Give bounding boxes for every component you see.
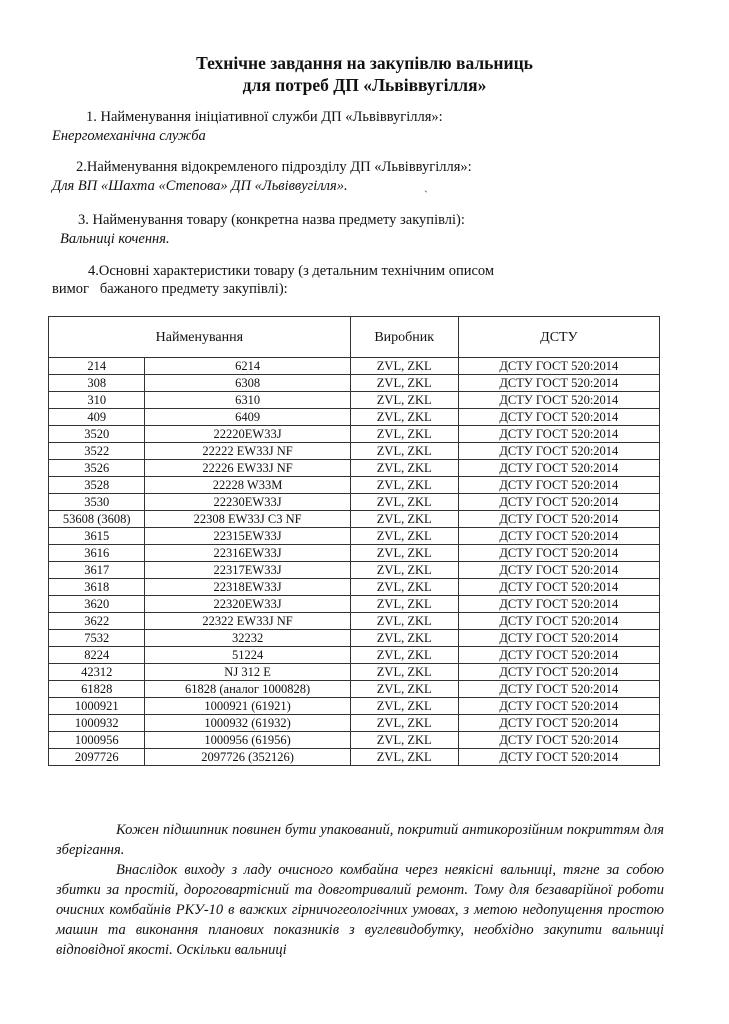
table-row bbox=[49, 358, 660, 375]
cell-old-designation: 3615 bbox=[49, 528, 145, 545]
cell-manufacturer: ZVL, ZKL bbox=[350, 630, 458, 647]
cell-standard: ДСТУ ГОСТ 520:2014 bbox=[458, 443, 659, 460]
cell-old-designation: 3616 bbox=[49, 545, 145, 562]
cell-old-designation: 3618 bbox=[49, 579, 145, 596]
cell-manufacturer: ZVL, ZKL bbox=[350, 426, 458, 443]
cell-standard: ДСТУ ГОСТ 520:2014 bbox=[458, 494, 659, 511]
cell-old-designation: 1000921 bbox=[49, 698, 145, 715]
cell-designation: 22228 W33M bbox=[145, 477, 350, 494]
cell-manufacturer: ZVL, ZKL bbox=[350, 562, 458, 579]
cell-designation: 1000932 (61932) bbox=[145, 715, 350, 732]
cell-manufacturer: ZVL, ZKL bbox=[350, 613, 458, 630]
cell-designation: 22318EW33J bbox=[145, 579, 350, 596]
table-row bbox=[49, 375, 660, 392]
cell-designation: 6308 bbox=[145, 375, 350, 392]
bearings-table bbox=[48, 316, 660, 766]
cell-designation: 22316EW33J bbox=[145, 545, 350, 562]
cell-manufacturer: ZVL, ZKL bbox=[350, 409, 458, 426]
cell-manufacturer: ZVL, ZKL bbox=[350, 749, 458, 766]
cell-designation: 22320EW33J bbox=[145, 596, 350, 613]
section-4-heading-line-2: вимог бажаного предмету закупівлі): bbox=[52, 281, 288, 297]
table-row bbox=[49, 409, 660, 426]
cell-manufacturer: ZVL, ZKL bbox=[350, 664, 458, 681]
cell-standard: ДСТУ ГОСТ 520:2014 bbox=[458, 630, 659, 647]
cell-standard: ДСТУ ГОСТ 520:2014 bbox=[458, 613, 659, 630]
table-row bbox=[49, 715, 660, 732]
table-row bbox=[49, 732, 660, 749]
cell-old-designation: 3617 bbox=[49, 562, 145, 579]
cell-designation: 22220EW33J bbox=[145, 426, 350, 443]
cell-designation: 32232 bbox=[145, 630, 350, 647]
table-row bbox=[49, 749, 660, 766]
cell-old-designation: 2097726 bbox=[49, 749, 145, 766]
packaging-paragraph: Кожен підшипник повинен бути упакований, покритий антикорозійним покриттям для зберігання. bbox=[56, 822, 664, 858]
cell-manufacturer: ZVL, ZKL bbox=[350, 596, 458, 613]
cell-old-designation: 308 bbox=[49, 375, 145, 392]
cell-standard: ДСТУ ГОСТ 520:2014 bbox=[458, 698, 659, 715]
table-row bbox=[49, 579, 660, 596]
cell-old-designation: 53608 (3608) bbox=[49, 511, 145, 528]
table-row bbox=[49, 681, 660, 698]
table-row bbox=[49, 613, 660, 630]
table-row bbox=[49, 698, 660, 715]
cell-manufacturer: ZVL, ZKL bbox=[350, 375, 458, 392]
cell-standard: ДСТУ ГОСТ 520:2014 bbox=[458, 715, 659, 732]
document-title-line-1: Технічне завдання на закупівлю вальниць bbox=[196, 53, 533, 73]
header-name: Найменування bbox=[49, 317, 351, 358]
cell-standard: ДСТУ ГОСТ 520:2014 bbox=[458, 409, 659, 426]
cell-designation: 22230EW33J bbox=[145, 494, 350, 511]
table-row bbox=[49, 426, 660, 443]
table-body bbox=[49, 358, 660, 766]
table-row bbox=[49, 443, 660, 460]
cell-standard: ДСТУ ГОСТ 520:2014 bbox=[458, 375, 659, 392]
cell-designation: 61828 (аналог 1000828) bbox=[145, 681, 350, 698]
cell-manufacturer: ZVL, ZKL bbox=[350, 460, 458, 477]
header-manufacturer: Виробник bbox=[350, 317, 458, 358]
cell-manufacturer: ZVL, ZKL bbox=[350, 681, 458, 698]
cell-designation: NJ 312 E bbox=[145, 664, 350, 681]
cell-old-designation: 8224 bbox=[49, 647, 145, 664]
document-title-line-2: для потреб ДП «Львіввугілля» bbox=[242, 75, 487, 95]
cell-old-designation: 61828 bbox=[49, 681, 145, 698]
cell-manufacturer: ZVL, ZKL bbox=[350, 545, 458, 562]
cell-standard: ДСТУ ГОСТ 520:2014 bbox=[458, 681, 659, 698]
cell-standard: ДСТУ ГОСТ 520:2014 bbox=[458, 647, 659, 664]
table-row bbox=[49, 494, 660, 511]
cell-standard: ДСТУ ГОСТ 520:2014 bbox=[458, 664, 659, 681]
cell-designation: 22322 EW33J NF bbox=[145, 613, 350, 630]
cell-standard: ДСТУ ГОСТ 520:2014 bbox=[458, 392, 659, 409]
cell-designation: 6214 bbox=[145, 358, 350, 375]
cell-old-designation: 214 bbox=[49, 358, 145, 375]
section-1-value: Енергомеханічна служба bbox=[52, 128, 206, 144]
cell-designation: 1000921 (61921) bbox=[145, 698, 350, 715]
table-row bbox=[49, 664, 660, 681]
cell-manufacturer: ZVL, ZKL bbox=[350, 443, 458, 460]
cell-manufacturer: ZVL, ZKL bbox=[350, 579, 458, 596]
cell-designation: 6310 bbox=[145, 392, 350, 409]
cell-old-designation: 3522 bbox=[49, 443, 145, 460]
table-row bbox=[49, 596, 660, 613]
cell-old-designation: 1000932 bbox=[49, 715, 145, 732]
cell-old-designation: 3520 bbox=[49, 426, 145, 443]
cell-standard: ДСТУ ГОСТ 520:2014 bbox=[458, 545, 659, 562]
cell-designation: 22315EW33J bbox=[145, 528, 350, 545]
table-row bbox=[49, 460, 660, 477]
section-3-heading: 3. Найменування товару (конкретна назва предмету закупівлі): bbox=[78, 212, 465, 228]
section-4-heading-line-1: 4.Основні характеристики товару (з детальним технічним описом bbox=[88, 263, 495, 279]
cell-designation: 22317EW33J bbox=[145, 562, 350, 579]
cell-old-designation: 409 bbox=[49, 409, 145, 426]
cell-standard: ДСТУ ГОСТ 520:2014 bbox=[458, 732, 659, 749]
cell-designation: 1000956 (61956) bbox=[145, 732, 350, 749]
cell-standard: ДСТУ ГОСТ 520:2014 bbox=[458, 596, 659, 613]
cell-old-designation: 3622 bbox=[49, 613, 145, 630]
cell-old-designation: 3528 bbox=[49, 477, 145, 494]
cell-old-designation: 310 bbox=[49, 392, 145, 409]
justification-paragraph: Внаслідок виходу з ладу очисного комбайна через неякісні вальниці, тягне за собою збитки за простій, дороговартісний та довготривалий ремонт. Тому для безаварійної роботи очисних комбайнів РКУ-10 в важких гірничогеологічних умовах, з метою недопущення простою машин та виконання планових показників з вуглевидобутку, необхідно закупити вальниці відповідної якості. Оскільки вальниці bbox=[56, 862, 664, 958]
cell-standard: ДСТУ ГОСТ 520:2014 bbox=[458, 579, 659, 596]
cell-old-designation: 3620 bbox=[49, 596, 145, 613]
table-row bbox=[49, 647, 660, 664]
cell-designation: 22308 EW33J C3 NF bbox=[145, 511, 350, 528]
cell-standard: ДСТУ ГОСТ 520:2014 bbox=[458, 511, 659, 528]
cell-standard: ДСТУ ГОСТ 520:2014 bbox=[458, 528, 659, 545]
table-header-row bbox=[49, 317, 660, 358]
table-row bbox=[49, 545, 660, 562]
cell-manufacturer: ZVL, ZKL bbox=[350, 732, 458, 749]
cell-old-designation: 1000956 bbox=[49, 732, 145, 749]
cell-old-designation: 3526 bbox=[49, 460, 145, 477]
cell-standard: ДСТУ ГОСТ 520:2014 bbox=[458, 460, 659, 477]
cell-designation: 2097726 (352126) bbox=[145, 749, 350, 766]
cell-manufacturer: ZVL, ZKL bbox=[350, 511, 458, 528]
cell-manufacturer: ZVL, ZKL bbox=[350, 715, 458, 732]
stray-mark: ` bbox=[424, 188, 428, 202]
cell-designation: 6409 bbox=[145, 409, 350, 426]
table-row bbox=[49, 528, 660, 545]
header-standard: ДСТУ bbox=[458, 317, 659, 358]
cell-manufacturer: ZVL, ZKL bbox=[350, 494, 458, 511]
table-row bbox=[49, 562, 660, 579]
cell-designation: 22222 EW33J NF bbox=[145, 443, 350, 460]
section-2-heading: 2.Найменування відокремленого підрозділу ДП «Львіввугілля»: bbox=[76, 159, 472, 175]
cell-standard: ДСТУ ГОСТ 520:2014 bbox=[458, 426, 659, 443]
cell-manufacturer: ZVL, ZKL bbox=[350, 477, 458, 494]
cell-standard: ДСТУ ГОСТ 520:2014 bbox=[458, 749, 659, 766]
section-1-heading: 1. Найменування ініціативної служби ДП «Львіввугілля»: bbox=[86, 109, 443, 125]
cell-designation: 51224 bbox=[145, 647, 350, 664]
table-row bbox=[49, 630, 660, 647]
cell-old-designation: 3530 bbox=[49, 494, 145, 511]
table-row bbox=[49, 392, 660, 409]
cell-manufacturer: ZVL, ZKL bbox=[350, 647, 458, 664]
cell-manufacturer: ZVL, ZKL bbox=[350, 358, 458, 375]
section-2-value: Для ВП «Шахта «Степова» ДП «Львіввугілля». bbox=[52, 178, 348, 194]
table-row bbox=[49, 511, 660, 528]
cell-manufacturer: ZVL, ZKL bbox=[350, 392, 458, 409]
section-3-value: Вальниці кочення. bbox=[60, 231, 170, 247]
cell-old-designation: 7532 bbox=[49, 630, 145, 647]
cell-manufacturer: ZVL, ZKL bbox=[350, 528, 458, 545]
cell-standard: ДСТУ ГОСТ 520:2014 bbox=[458, 358, 659, 375]
cell-old-designation: 42312 bbox=[49, 664, 145, 681]
cell-designation: 22226 EW33J NF bbox=[145, 460, 350, 477]
cell-standard: ДСТУ ГОСТ 520:2014 bbox=[458, 477, 659, 494]
cell-manufacturer: ZVL, ZKL bbox=[350, 698, 458, 715]
cell-standard: ДСТУ ГОСТ 520:2014 bbox=[458, 562, 659, 579]
table-row bbox=[49, 477, 660, 494]
